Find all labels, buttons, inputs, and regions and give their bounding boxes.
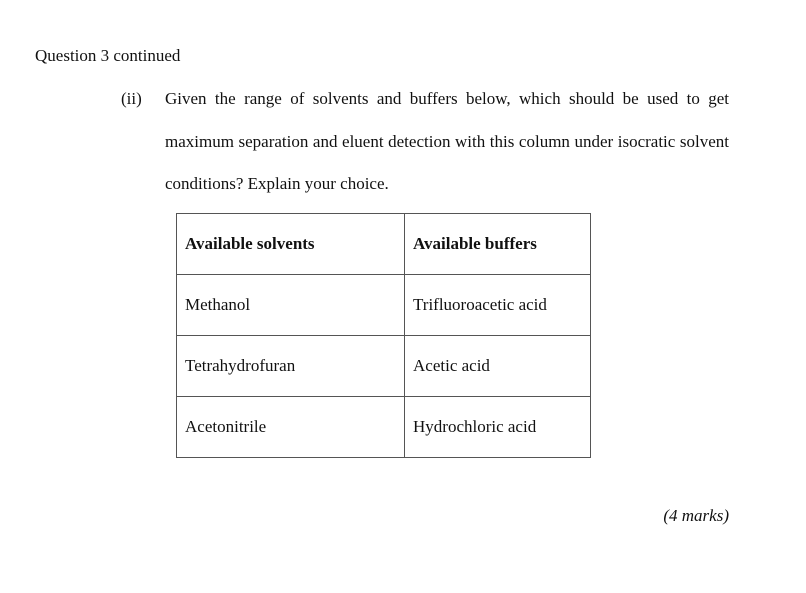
buffer-cell: Trifluoroacetic acid <box>405 275 591 336</box>
table-row <box>177 336 591 397</box>
solvent-cell: Acetonitrile <box>177 397 405 458</box>
buffer-cell: Acetic acid <box>405 336 591 397</box>
table-row <box>177 275 591 336</box>
solvent-cell: Methanol <box>177 275 405 336</box>
part-label: (ii) <box>121 89 142 108</box>
header-solvents: Available solvents <box>177 214 405 275</box>
header-buffers: Available buffers <box>405 214 591 275</box>
table-header-row <box>177 214 591 275</box>
solvent-cell: Tetrahydrofuran <box>177 336 405 397</box>
question-heading: Question 3 continued <box>35 46 181 65</box>
marks-allocation: (4 marks) <box>663 506 729 525</box>
table-row <box>177 397 591 458</box>
question-text: Given the range of solvents and buffers below, which should be used to get maximum separation and eluent detection with this column under isocratic solvent conditions? Explain your choice. <box>165 89 729 193</box>
buffer-cell: Hydrochloric acid <box>405 397 591 458</box>
solvents-buffers-table <box>176 213 591 458</box>
